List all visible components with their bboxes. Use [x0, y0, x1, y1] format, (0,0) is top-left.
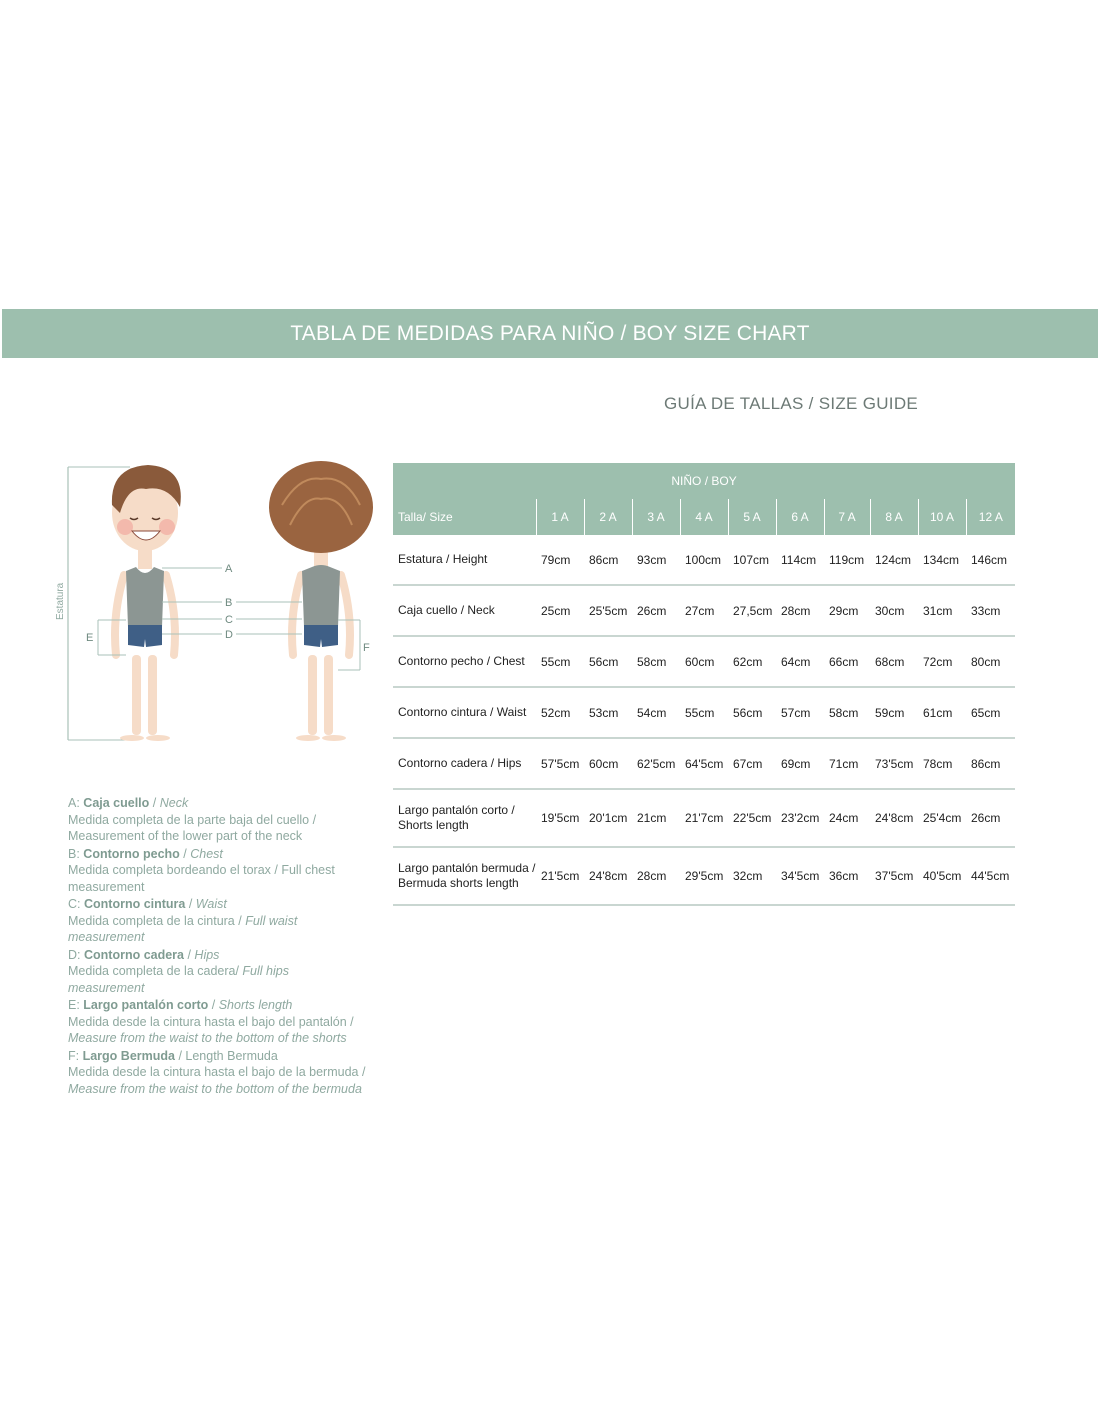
marker-c: C — [225, 614, 233, 626]
size-guide-title: GUÍA DE TALLAS / SIZE GUIDE — [664, 394, 919, 413]
table-cell: 67cm — [728, 738, 776, 789]
legend-name: Contorno pecho — [83, 846, 180, 861]
legend-name: Largo pantalón corto — [83, 998, 209, 1012]
legend-name: Largo Bermuda — [82, 1048, 175, 1063]
table-row — [393, 585, 1015, 636]
table-cell: 55cm — [536, 636, 584, 687]
table-body — [393, 535, 1015, 905]
table-cell: 30cm — [870, 585, 918, 636]
size-column-header: 2 A — [584, 499, 632, 535]
marker-d: D — [225, 629, 233, 641]
table-cell: 146cm — [966, 535, 1015, 585]
legend-description-es: Medida desde la cintura hasta el bajo del pantalón / — [68, 1014, 354, 1029]
table-cell: 59cm — [870, 687, 918, 738]
row-label: Contorno cadera / Hips — [393, 738, 536, 789]
legend-description-es: Medida completa de la cintura / — [68, 913, 242, 928]
height-label: Estatura — [55, 582, 66, 620]
table-cell: 119cm — [824, 535, 870, 585]
table-cell: 114cm — [776, 535, 824, 585]
table-cell: 37'5cm — [870, 847, 918, 905]
table-cell: 100cm — [680, 535, 728, 585]
table-cell: 56cm — [728, 687, 776, 738]
table-cell: 64cm — [776, 636, 824, 687]
row-label: Contorno cintura / Waist — [393, 687, 536, 738]
table-cell: 27cm — [680, 585, 728, 636]
table-cell: 24'8cm — [870, 789, 918, 847]
legend-name-en: Neck — [159, 796, 189, 810]
table-title-row — [393, 463, 1015, 499]
table-row — [393, 789, 1015, 847]
legend-item-header: D: Contorno cadera / Hips — [68, 947, 220, 962]
table-cell: 44'5cm — [966, 847, 1015, 905]
table-cell: 22'5cm — [728, 789, 776, 847]
table-cell: 124cm — [870, 535, 918, 585]
legend-description-es: Medida completa bordeando el torax / — [68, 863, 278, 877]
legend-item-header: F: Largo Bermuda / Length Bermuda — [68, 1048, 278, 1063]
legend-letter: A — [68, 796, 77, 810]
table-cell: 55cm — [680, 687, 728, 738]
table-cell: 54cm — [632, 687, 680, 738]
row-label: Contorno pecho / Chest — [393, 636, 536, 687]
legend-description — [68, 1014, 368, 1047]
table-cell: 56cm — [584, 636, 632, 687]
legend-item — [68, 795, 368, 845]
legend-description — [68, 1064, 368, 1097]
legend-description-en: Measure from the waist to the bottom of the bermuda — [68, 1081, 362, 1096]
legend-name: Caja cuello — [83, 796, 150, 810]
legend-item — [68, 997, 368, 1047]
legend-name: Contorno cintura — [83, 897, 186, 911]
table-cell: 53cm — [584, 687, 632, 738]
table-cell: 20'1cm — [584, 789, 632, 847]
table-row — [393, 535, 1015, 585]
table-cell: 79cm — [536, 535, 584, 585]
size-column-header: 4 A — [680, 499, 728, 535]
legend-item — [68, 846, 368, 896]
table-cell: 25cm — [536, 585, 584, 636]
table-title: NIÑO / BOY — [393, 463, 1015, 499]
table-cell: 32cm — [728, 847, 776, 905]
table-cell: 78cm — [918, 738, 966, 789]
table-cell: 29'5cm — [680, 847, 728, 905]
legend-description — [68, 913, 368, 946]
legend-item-header: C: Contorno cintura / Waist — [68, 897, 227, 911]
table-cell: 58cm — [632, 636, 680, 687]
table-row — [393, 738, 1015, 789]
table-cell: 107cm — [728, 535, 776, 585]
table-cell: 23'2cm — [776, 789, 824, 847]
table-cell: 25'4cm — [918, 789, 966, 847]
table-cell: 24'8cm — [584, 847, 632, 905]
table-cell: 69cm — [776, 738, 824, 789]
table-cell: 28cm — [776, 585, 824, 636]
legend-item — [68, 947, 368, 997]
size-chart-table — [393, 463, 1015, 906]
legend-letter: C — [68, 897, 78, 911]
legend-name-en: Shorts length — [218, 998, 293, 1012]
table-cell: 64'5cm — [680, 738, 728, 789]
table-cell: 72cm — [918, 636, 966, 687]
table-cell: 21'5cm — [536, 847, 584, 905]
table-cell: 26cm — [632, 585, 680, 636]
measurement-legend — [68, 795, 368, 1098]
table-cell: 40'5cm — [918, 847, 966, 905]
size-column-header: 7 A — [824, 499, 870, 535]
row-label: Caja cuello / Neck — [393, 585, 536, 636]
legend-letter: F — [68, 1048, 76, 1063]
table-cell: 60cm — [680, 636, 728, 687]
table-cell: 68cm — [870, 636, 918, 687]
table-cell: 21'7cm — [680, 789, 728, 847]
table-cell: 27,5cm — [728, 585, 776, 636]
size-header-row — [393, 499, 1015, 535]
marker-b: B — [225, 597, 233, 609]
table-cell: 65cm — [966, 687, 1015, 738]
table-row — [393, 687, 1015, 738]
legend-item-header: B: Contorno pecho / Chest — [68, 846, 223, 861]
boy-measurement-illustration — [50, 455, 380, 755]
legend-description — [68, 862, 368, 895]
table-cell: 24cm — [824, 789, 870, 847]
size-column-header: 12 A — [966, 499, 1015, 535]
table-row — [393, 636, 1015, 687]
legend-name: Contorno cadera — [83, 947, 184, 962]
legend-letter: D — [68, 947, 78, 962]
table-cell: 58cm — [824, 687, 870, 738]
legend-description-en: Full waist measurement — [68, 913, 298, 944]
legend-item — [68, 896, 368, 946]
size-column-header: 1 A — [536, 499, 584, 535]
legend-name-en: Hips — [194, 947, 220, 962]
legend-description-es: Medida desde la cintura hasta el bajo de la bermuda / — [68, 1065, 366, 1079]
row-label: Largo pantalón corto / Shorts length — [393, 789, 536, 847]
legend-description-en: Measure from the waist to the bottom of the shorts — [68, 1031, 347, 1045]
table-cell: 19'5cm — [536, 789, 584, 847]
size-header-label: Talla/ Size — [393, 499, 536, 535]
table-cell: 52cm — [536, 687, 584, 738]
legend-item — [68, 1048, 368, 1098]
table-cell: 71cm — [824, 738, 870, 789]
table-cell: 34'5cm — [776, 847, 824, 905]
page-title: TABLA DE MEDIDAS PARA NIÑO / BOY SIZE CHART — [290, 321, 810, 345]
table-cell: 80cm — [966, 636, 1015, 687]
table-cell: 60cm — [584, 738, 632, 789]
size-column-header: 10 A — [918, 499, 966, 535]
size-column-header: 3 A — [632, 499, 680, 535]
legend-description-es: Medida completa de la parte baja del cuello / — [68, 812, 317, 827]
legend-description-en: Full chest measurement — [68, 863, 335, 894]
legend-name-en: Waist — [195, 897, 227, 911]
legend-item-header: E: Largo pantalón corto / Shorts length — [68, 998, 293, 1012]
legend-item-header: A: Caja cuello / Neck — [68, 796, 189, 810]
legend-description — [68, 812, 368, 845]
legend-name-en: Chest — [190, 846, 223, 861]
row-label: Largo pantalón bermuda / Bermuda shorts length — [393, 847, 536, 905]
table-cell: 66cm — [824, 636, 870, 687]
marker-f: F — [363, 642, 370, 654]
legend-letter: E — [68, 998, 77, 1012]
table-cell: 25'5cm — [584, 585, 632, 636]
legend-description-en: Full hips measurement — [68, 964, 289, 995]
table-cell: 86cm — [584, 535, 632, 585]
legend-description-en: Measurement of the lower part of the neck — [68, 829, 303, 843]
size-column-header: 8 A — [870, 499, 918, 535]
table-cell: 57cm — [776, 687, 824, 738]
table-cell: 73'5cm — [870, 738, 918, 789]
table-cell: 62cm — [728, 636, 776, 687]
marker-a: A — [225, 563, 233, 575]
table-cell: 62'5cm — [632, 738, 680, 789]
table-cell: 86cm — [966, 738, 1015, 789]
table-cell: 36cm — [824, 847, 870, 905]
row-label: Estatura / Height — [393, 535, 536, 585]
legend-description — [68, 963, 368, 996]
table-cell: 33cm — [966, 585, 1015, 636]
table-cell: 29cm — [824, 585, 870, 636]
table-cell: 134cm — [918, 535, 966, 585]
page-title-banner — [2, 309, 1098, 358]
front-view-figure — [112, 465, 181, 741]
table-cell: 57'5cm — [536, 738, 584, 789]
table-cell: 93cm — [632, 535, 680, 585]
legend-name-en: Length Bermuda — [185, 1048, 278, 1063]
marker-e: E — [86, 632, 94, 644]
back-view-figure — [269, 461, 373, 741]
table-cell: 61cm — [918, 687, 966, 738]
table-cell: 21cm — [632, 789, 680, 847]
table-cell: 26cm — [966, 789, 1015, 847]
size-column-header: 6 A — [776, 499, 824, 535]
table-row — [393, 847, 1015, 905]
size-column-header: 5 A — [728, 499, 776, 535]
table-cell: 28cm — [632, 847, 680, 905]
legend-letter: B — [68, 846, 77, 861]
table-cell: 31cm — [918, 585, 966, 636]
legend-description-es: Medida completa de la cadera/ — [68, 964, 239, 978]
